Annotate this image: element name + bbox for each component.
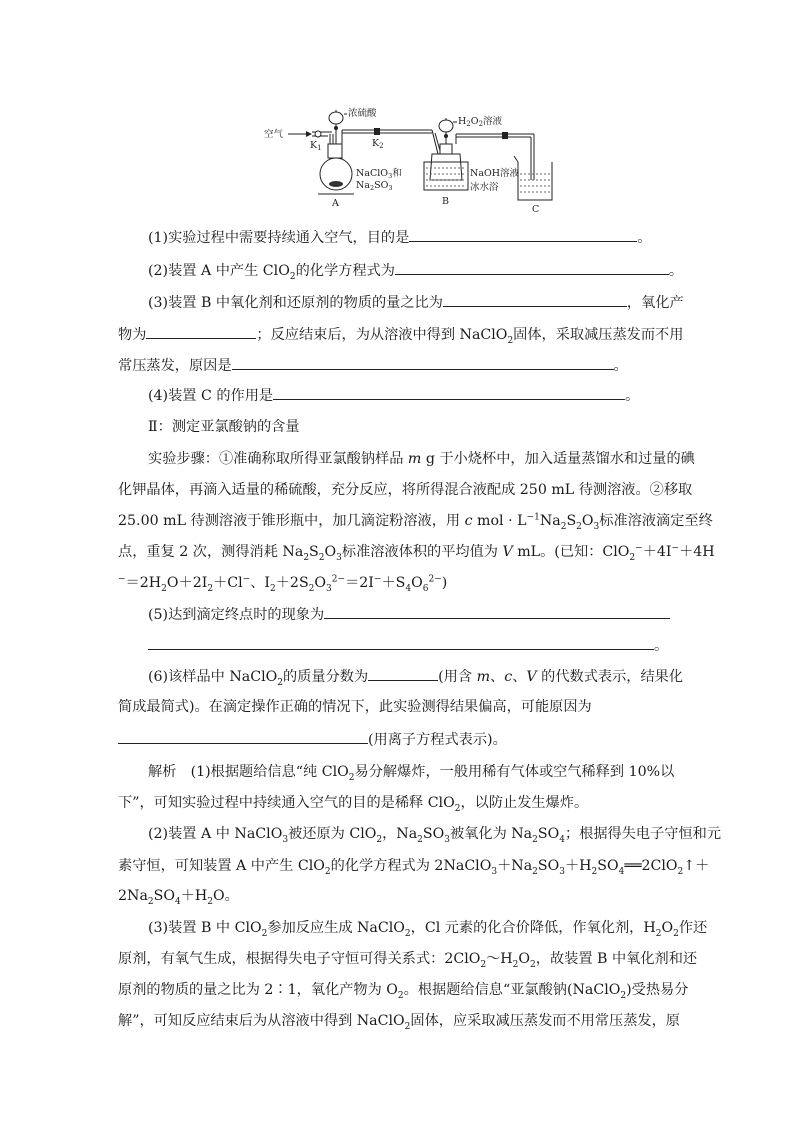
apparatus-diagram	[256, 104, 556, 212]
answer-blank-6b[interactable]	[118, 729, 368, 744]
section-2-p2: 化钾晶体，再滴入适量的稀硫酸，充分反应，将所得混合液配成 250 mL 待测溶液。②移取	[118, 482, 693, 498]
air-arrow-head	[306, 131, 312, 137]
analysis-3-line4: 解”，可知反应结束后为从溶液中得到 NaClO$_2$固体，应采取减压蒸发而不用常压蒸发，原	[118, 1013, 680, 1032]
question-2: (2)装置 A 中产生 ClO$_2$的化学方程式为 。	[148, 260, 708, 281]
label-a: A	[332, 198, 339, 209]
question-3-line3: 常压蒸发，原因是 。	[118, 355, 678, 376]
answer-blank-1[interactable]	[409, 227, 637, 242]
question-1: (1)实验过程中需要持续通入空气，目的是 。	[148, 227, 708, 248]
section-2-p4: 点，重复 2 次，测得消耗 $Na_2S_2O_3$标准溶液体积的平均值为 V mL。(已知：ClO$_2$−＋4I−＋4H	[118, 543, 715, 563]
label-b: B	[442, 196, 449, 207]
section-2-p5: $^-=2H_2O+2I_2+Cl^-$、$I_2+2S_2O_3^{2-}=2I^-+S_4O_6^{2-}$)	[118, 574, 448, 594]
question-5-line2: 。	[148, 635, 708, 656]
label-air: 空气	[264, 129, 284, 140]
analysis-3-line1: (3)装置 B 中 ClO$_2$参加反应生成 NaClO$_2$，Cl 元素的化合价降低，作氧化剂，$H_2O_2$作还	[148, 920, 708, 939]
label-na2so3: $Na_2SO_3$	[356, 180, 393, 192]
answer-blank-4[interactable]	[273, 385, 625, 400]
answer-blank-5a[interactable]	[324, 604, 670, 619]
analysis-1-line2: 下”，可知实验过程中持续通入空气的目的是稀释 ClO$_2$，以防止发生爆炸。	[118, 795, 589, 814]
question-3-line1: (3)装置 B 中氧化剂和还原剂的物质的量之比为 ，氧化产	[148, 292, 708, 313]
beaker-c	[514, 156, 552, 200]
question-4: (4)装置 C 的作用是 。	[148, 385, 708, 406]
flask-a-solid	[329, 181, 343, 187]
funnel-b	[439, 120, 453, 132]
question-6-line2: 简成最简式)。在滴定操作正确的情况下，此实验测得结果偏高，可能原因为	[118, 699, 592, 715]
analysis-2-line1: (2)装置 A 中 NaClO$_3$被还原为 ClO$_2$，$Na_2SO_3$被氧化为 $Na_2SO_4$；根据得失电子守恒和元	[148, 826, 722, 845]
flask-a-neck	[328, 144, 342, 158]
question-5-line1: (5)达到滴定终点时的现象为	[148, 604, 708, 625]
analysis-1-line1: 解析 (1)根据题给信息“纯 ClO$_2$易分解爆炸，一般用稀有气体或空气稀释到 10%以	[148, 764, 675, 783]
analysis-3-line2: 原剂，有氧气生成，根据得失电子守恒可得关系式：$2ClO_2\sim H_2O_2$，故装置 B 中氧化剂和还	[118, 951, 698, 970]
label-k2: $K_2$	[372, 138, 384, 150]
analysis-2-line3: $2Na_2SO_4+H_2O$。	[118, 888, 239, 907]
label-conc-acid: 浓硫酸	[348, 108, 377, 119]
label-naoh: NaOH溶液	[470, 168, 520, 179]
answer-blank-6a[interactable]	[368, 666, 438, 681]
question-6-line3: (用离子方程式表示)。	[118, 729, 678, 750]
section-2-p3: 25.00 mL 待测溶液于锥形瓶中，加几滴淀粉溶液，用 c mol · $L^{-1}Na_2S_2O_3$标准溶液滴定至终	[118, 512, 713, 532]
answer-blank-3a[interactable]	[443, 292, 627, 307]
flask-b	[430, 154, 462, 180]
analysis-3-line3: 原剂的物质的量之比为 2∶1，氧化产物为 $O_2$。根据题给信息“亚氯酸钠(NaClO$_2$)受热易分	[118, 982, 689, 1001]
section-2-p1: 实验步骤：①准确称取所得亚氯酸钠样品 m g 于小烧杯中，加入适量蒸馏水和过量的碘	[148, 451, 695, 467]
label-k1: $K_1$	[310, 140, 322, 152]
funnel-a	[329, 112, 343, 124]
question-6-line1: (6)该样品中 NaClO$_2$的质量分数为 (用含 m、c、V 的代数式表示，结果化	[148, 666, 708, 687]
question-3-line2: 物为 ；反应结束后，为从溶液中得到 NaClO$_2$固体，采取减压蒸发而不用	[118, 324, 678, 345]
k1-valve	[315, 131, 321, 137]
label-ice: 冰水浴	[470, 182, 499, 193]
apparatus-svg	[256, 104, 556, 212]
answer-blank-5b[interactable]	[148, 635, 654, 650]
analysis-2-line2: 素守恒，可知装置 A 中产生 ClO$_2$的化学方程式为 $2NaClO_3+Na_2SO_3+H_2SO_4══2ClO_2↑+$	[118, 858, 710, 877]
label-c: C	[532, 204, 540, 212]
k2-valve	[374, 128, 380, 135]
section-2-title: Ⅱ：测定亚氯酸钠的含量	[148, 419, 300, 435]
label-h2o2: $H_2O_2$溶液	[458, 116, 503, 128]
answer-blank-3b[interactable]	[146, 324, 256, 339]
label-naclo3: NaClO$_3$和	[356, 168, 402, 180]
answer-blank-3c[interactable]	[232, 355, 614, 370]
answer-blank-2[interactable]	[395, 260, 669, 275]
